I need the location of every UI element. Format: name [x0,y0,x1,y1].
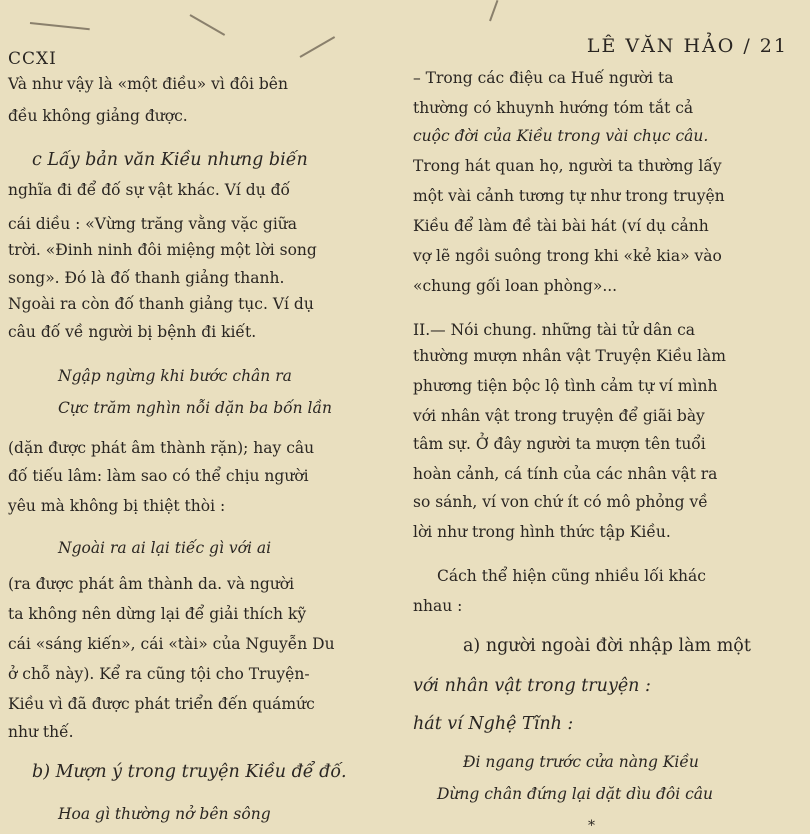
text-line: Trong hát quan họ, người ta thường lấy [413,157,722,175]
text-line: thường mượn nhân vật Truyện Kiều làm [413,347,726,365]
subsection-heading: hát ví Nghệ Tĩnh : [413,714,574,734]
verse-line: Ngoài ra ai lại tiếc gì với ai [58,539,272,557]
running-header: LÊ VĂN HẢO / 21 [586,35,788,57]
ink-smear [190,14,226,36]
text-line: cái «sáng kiến», cái «tài» của Nguyễn Du [8,635,335,653]
verse-line: Ngập ngừng khi bước chân ra [58,367,292,385]
ink-smear [30,22,90,30]
section-heading: c Lấy bản văn Kiều nhưng biến [32,150,308,170]
text-line: – Trong các điệu ca Huế người ta [413,69,674,87]
text-line: yêu mà không bị thiệt thòi : [8,497,226,515]
ink-smear [489,0,498,21]
text-line: Cách thể hiện cũng nhiều lối khác [437,567,706,585]
text-line: so sánh, ví von chứ ít có mô phỏng về [413,493,708,511]
text-line: trời. «Đinh ninh đôi miệng một lời song [8,241,317,259]
text-line: Kiều vì đã được phát triển đến quámức [8,695,315,713]
text-line: với nhân vật trong truyện để giãi bày [413,407,705,425]
text-line: cái diều : «Vừng trăng vằng vặc giữa [8,215,298,233]
text-line: Kiều để làm đề tài bài hát (ví dụ cảnh [413,217,709,235]
text-line: «chung gối loan phòng»... [413,277,618,295]
verse-line: Đi ngang trước cửa nàng Kiều [463,753,699,771]
text-line: (ra được phát âm thành da. và người [8,575,295,593]
text-line: câu đố về người bị bệnh đi kiết. [8,323,257,341]
text-line: phương tiện bộc lộ tình cảm tự ví mình [413,377,718,395]
text-line: ở chỗ này). Kể ra cũng tội cho Truyện- [8,665,310,683]
text-line: Ngoài ra còn đố thanh giảng tục. Ví dụ [8,295,314,313]
page-mark: CCXI [8,49,57,69]
verse-line: Hoa gì thường nở bên sông [58,805,271,823]
text-line: hoàn cảnh, cá tính của các nhân vật ra [413,465,718,483]
text-line: lời như trong hình thức tập Kiều. [413,523,671,541]
text-line: (dặn được phát âm thành rặn); hay câu [8,439,315,457]
text-line: vợ lẽ ngồi suông trong khi «kẻ kia» vào [413,247,722,265]
text-line: nghĩa đi để đố sự vật khác. Ví dụ đố [8,181,291,199]
text-line: Và như vậy là «một điều» vì đôi bên [8,75,288,93]
text-line: một vài cảnh tương tự như trong truyện [413,187,725,205]
verse-line: Dừng chân đứng lại dặt dìu đôi câu [437,785,714,803]
footer-star: * [588,818,595,834]
section-heading: b) Mượn ý trong truyện Kiều để đố. [32,762,347,782]
text-line: nhau : [413,597,463,615]
verse-line: Cực trăm nghìn nỗi dặn ba bốn lần [58,399,332,417]
text-line: ta không nên dừng lại để giải thích kỹ [8,605,307,623]
subsection-heading: a) người ngoài đời nhập làm một [463,636,751,656]
text-line: như thế. [8,723,74,741]
subsection-heading: với nhân vật trong truyện : [413,676,651,696]
text-line: đố tiếu lâm: làm sao có thể chịu người [8,467,309,485]
text-line: đều không giảng được. [8,107,188,125]
text-line: cuộc đời của Kiều trong vài chục câu. [413,127,709,145]
text-line: song». Đó là đố thanh giảng thanh. [8,269,285,287]
text-line: tâm sự. Ở đây người ta mượn tên tuổi [413,435,706,453]
text-line: thường có khuynh hướng tóm tắt cả [413,99,694,117]
ink-smear [300,36,336,58]
text-line: II.— Nói chung. những tài tử dân ca [413,321,696,339]
